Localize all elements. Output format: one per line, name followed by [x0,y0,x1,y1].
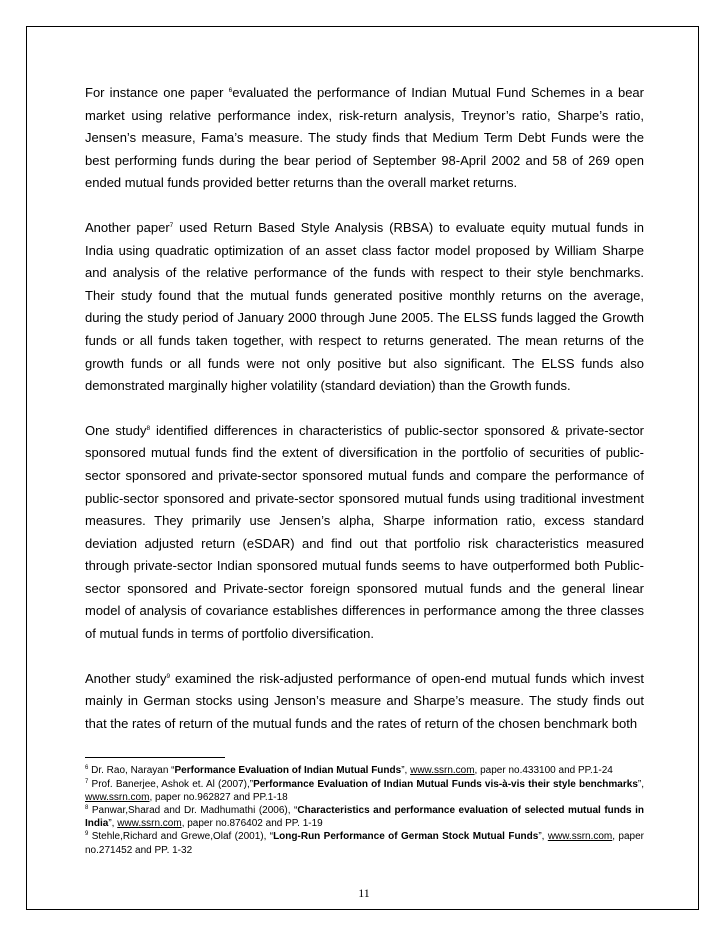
footnote-link[interactable]: www.ssrn.com [117,818,182,830]
footnote-tail: , paper no.271452 and PP. 1-32 [85,831,644,856]
footnote-separator [85,757,225,758]
footnote [85,778,644,804]
footnote-title: Performance Evaluation of Indian Mutual Funds vis-à-vis their style benchmarks [253,778,638,790]
footnote-authors: Panwar,Sharad and Dr. Madhumathi (2006), “ [88,805,298,817]
footnote-tail: , paper no.876402 and PP. 1-19 [181,818,323,830]
footnotes [85,764,644,856]
page-number: 11 [358,886,370,900]
paragraph-text: identified differences in characteristics of public-sector sponsored & private-sector sponsored mutual funds find the extent of diversification in the portfolio of securities of public-sector sponsored and private-sector sponsored mutual funds and compare the performance of public-sector sponsored and private-sector sponsored mutual funds using traditional investment measures. They primarily use Jensen’s alpha, Sharpe information ratio, excess standard deviation adjusted return (eSDAR) and find out that portfolio risk characteristics measured through private-sector Indian sponsored mutual funds seems to have outperformed both Public-sector sponsored and Private-sector foreign sponsored mutual funds and the general linear model of analysis of covariance establishes differences in performance among the three classes of mutual funds in terms of portfolio diversification. [85,422,644,642]
paragraph-text-lead: For instance one paper [85,85,229,100]
footnote-title: Performance Evaluation of Indian Mutual Funds [174,765,402,777]
footnote-authors: Prof. Banerjee, Ashok et. Al (2007),” [88,778,254,790]
paragraph-text-lead: Another paper [85,219,170,235]
body-paragraph [85,668,644,736]
paragraph-text: used Return Based Style Analysis (RBSA) to evaluate equity mutual funds in India using quadratic optimization of an asset class factor model proposed by William Sharpe and analysis of the relative performance of the funds with respect to their style benchmarks. Their study found that the mutual funds generated positive monthly returns on the average, during the study period of January 2000 through June 2005. The ELSS funds lagged the Growth funds or all funds taken together, with respect to returns generated. The mean returns of the growth funds or all funds were not only positive but also significant. The ELSS funds also demonstrated marginally higher volatility (standard deviation) than the Growth funds. [85,219,644,394]
footnote-title: Long-Run Performance of German Stock Mutual Funds [273,831,539,843]
footnote-title: Characteristics and performance evaluation of selected mutual funds in India [85,805,644,830]
footnote-authors: Dr. Rao, Narayan “ [88,765,175,777]
footnote-tail: , paper no.433100 and PP.1-24 [474,765,613,777]
footnote-number: 9 [85,831,89,838]
body-paragraph [85,420,644,646]
footnote-link[interactable]: www.ssrn.com [547,831,613,843]
footnote-separator-text: ”, [108,818,118,830]
footnote-number: 7 [85,778,89,785]
footnote-number: 6 [85,765,89,772]
paragraph-text-lead: Another study [85,670,167,686]
page-content [85,82,644,857]
footnote [85,830,644,856]
footnote-separator-text: ”, [637,778,644,790]
body-paragraph [85,217,644,398]
footnote [85,764,644,777]
footnote-link[interactable]: www.ssrn.com [410,765,475,777]
footnote-reference[interactable]: 7 [169,221,174,229]
body-paragraph [85,82,644,195]
paragraph-text: examined the risk-adjusted performance of open-end mutual funds which invest mainly in German stocks using Jenson’s measure and Sharpe’s measure. The study finds out that the rates of return of the mutual funds and the rates of return of the chosen benchmark both [85,670,644,731]
footnote-separator-text: ”, [401,765,411,777]
footnote-separator-text: ”, [538,831,548,843]
paragraph-text-lead: One study [85,422,147,438]
footnote-number: 8 [85,805,89,812]
footnote-reference[interactable]: 6 [228,87,233,94]
footnote [85,804,644,830]
footnote-authors: Stehle,Richard and Grewe,Olaf (2001), “ [88,831,274,843]
footnote-link[interactable]: www.ssrn.com [85,791,150,803]
paragraph-text: evaluated the performance of Indian Mutual Fund Schemes in a bear market using relative performance index, risk-return analysis, Treynor’s ratio, Sharpe’s ratio, Jensen’s measure, Fama’s measure. The study finds that Medium Term Debt Funds were the best performing funds during the bear period of September 98-April 2002 and 58 of 269 open ended mutual funds provided better returns than the overall market returns. [85,85,644,191]
footnote-tail: , paper no.962827 and PP.1-18 [149,791,288,803]
footnote-reference[interactable]: 8 [146,424,151,432]
footnote-reference[interactable]: 9 [166,672,171,680]
